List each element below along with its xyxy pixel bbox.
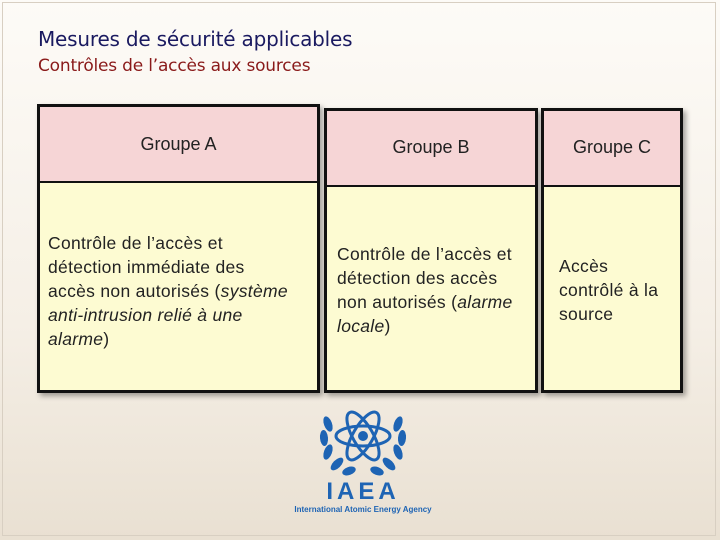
body-line: contrôlé à la (559, 280, 659, 300)
iaea-wordmark: IAEA (326, 478, 400, 505)
slide-subtitle: Contrôles de l’accès aux sources (38, 56, 311, 76)
iaea-full-name: International Atomic Energy Agency (294, 505, 432, 514)
body-line: accès non autorisés (système (48, 281, 288, 301)
slide-title: Mesures de sécurité applicables (38, 27, 353, 51)
group-b-header (327, 111, 535, 187)
group-a-title: Groupe A (140, 134, 217, 154)
group-a-card (37, 104, 320, 393)
body-line: Contrôle de l’accès et (48, 233, 223, 253)
group-c-card (541, 108, 683, 393)
group-c-header (544, 111, 680, 187)
group-b-card (324, 108, 538, 393)
body-line: Accès (559, 256, 609, 276)
body-line: alarme) (48, 329, 110, 349)
body-line: locale) (337, 316, 391, 336)
group-b-body (327, 187, 535, 390)
body-line: détection immédiate des (48, 257, 245, 277)
body-line: détection des accès (337, 268, 498, 288)
group-a-body (40, 183, 317, 390)
body-line: anti-intrusion relié à une (48, 305, 243, 325)
group-c-body (544, 187, 680, 390)
atom-emblem-icon (282, 398, 444, 478)
group-b-title: Groupe B (392, 137, 470, 157)
group-c-title: Groupe C (572, 137, 652, 157)
body-line: source (559, 304, 614, 324)
group-a-header (40, 107, 317, 183)
iaea-logo (282, 398, 444, 518)
body-line: non autorisés (alarme (337, 292, 513, 312)
body-line: Contrôle de l’accès et (337, 244, 512, 264)
